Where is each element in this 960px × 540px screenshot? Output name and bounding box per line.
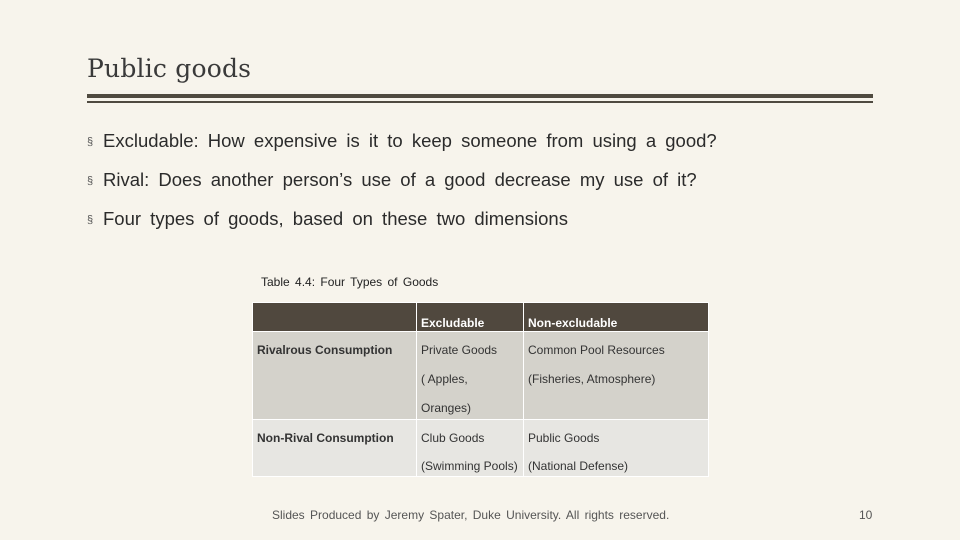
title-rule-thick [87, 94, 873, 98]
bullet-item-rival [87, 165, 717, 204]
cell-line: Oranges) [421, 401, 472, 415]
cell-public-goods [524, 420, 709, 477]
title-rule-thin [87, 101, 873, 103]
cell-line: Common Pool Resources [528, 343, 665, 357]
cell-common-pool-resources [524, 332, 709, 420]
bullet-text: Four types of goods, based on these two dimensions [103, 208, 568, 229]
cell-club-goods [417, 420, 524, 477]
bullet-icon: § [87, 175, 94, 187]
cell-line: (Fisheries, Atmosphere) [528, 372, 656, 386]
row-label-rivalrous [253, 332, 417, 420]
table-header-row [253, 303, 709, 332]
table-header-empty [253, 303, 417, 332]
row-label-text: Non-Rival Consumption [257, 431, 394, 445]
row-label-text: Rivalrous Consumption [257, 343, 393, 357]
table-header-non-excludable: Non-excludable [524, 303, 709, 332]
cell-line: Private Goods [421, 343, 498, 357]
goods-table [252, 302, 709, 477]
table-row [253, 332, 709, 420]
cell-private-goods [417, 332, 524, 420]
bullet-item-excludable [87, 126, 717, 165]
slide-title: Public goods [87, 54, 252, 83]
bullet-text: Excludable: How expensive is it to keep someone from using a good? [103, 130, 717, 151]
table-row [253, 420, 709, 477]
bullet-list [87, 126, 717, 243]
page-number: 10 [859, 508, 873, 522]
cell-line: ( Apples, [421, 372, 468, 386]
table-caption: Table 4.4: Four Types of Goods [261, 275, 439, 289]
cell-line: Public Goods [528, 431, 600, 445]
cell-line: (Swimming Pools) [421, 459, 518, 473]
bullet-icon: § [87, 136, 94, 148]
bullet-item-four-types [87, 204, 717, 243]
bullet-text: Rival: Does another person’s use of a good decrease my use of it? [103, 169, 697, 190]
row-label-non-rival [253, 420, 417, 477]
cell-line: Club Goods [421, 431, 485, 445]
cell-line: (National Defense) [528, 459, 629, 473]
bullet-icon: § [87, 214, 94, 226]
table-header-excludable: Excludable [417, 303, 524, 332]
footer-credit: Slides Produced by Jeremy Spater, Duke University. All rights reserved. [272, 508, 670, 522]
